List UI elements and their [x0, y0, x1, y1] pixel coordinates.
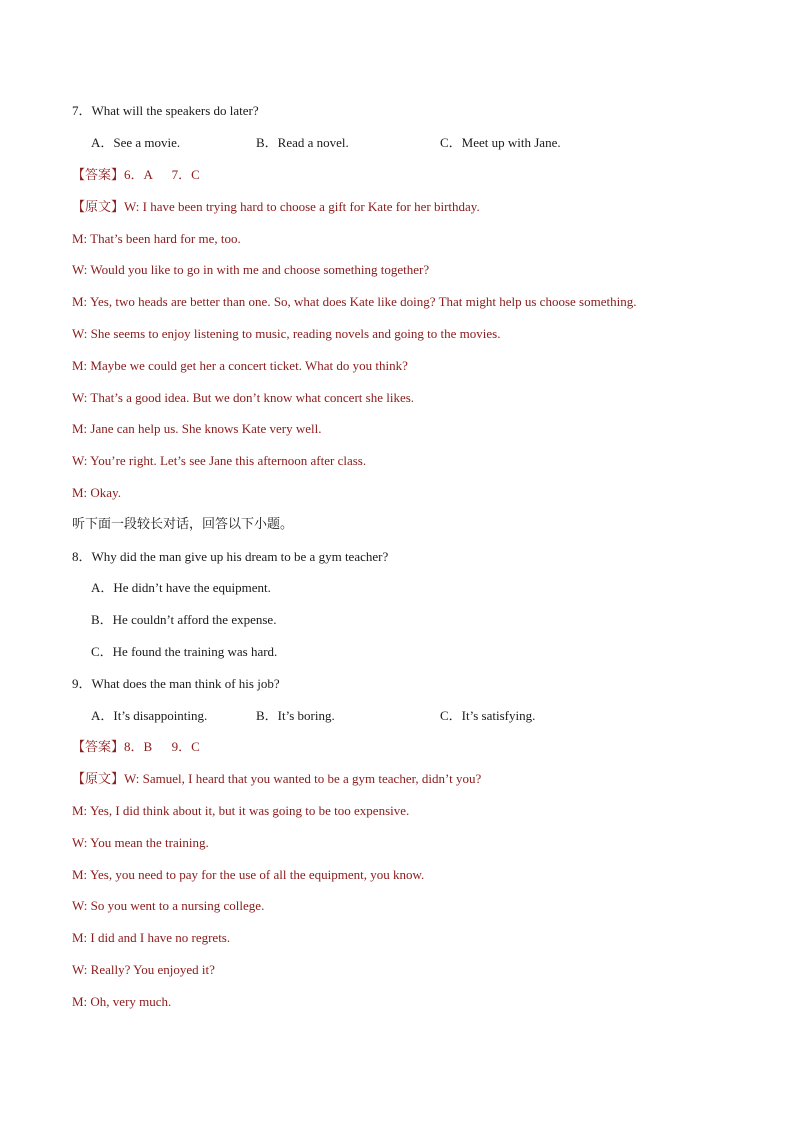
transcript-line: M: Okay. [72, 485, 121, 500]
q8-option-c: C．He found the training was hard. [91, 644, 278, 659]
transcript-line: M: Maybe we could get her a concert ticket. What do you think? [72, 358, 408, 373]
transcript-line: M: Yes, you need to pay for the use of all the equipment, you know. [72, 867, 425, 882]
answer-text: 6．A 7．C [124, 167, 200, 182]
transcript-line: W: She seems to enjoy listening to music, reading novels and going to the movies. [72, 326, 501, 341]
q9-option-a: A．It’s disappointing. [91, 708, 208, 723]
transcript-text: W: I have been trying hard to choose a gift for Kate for her birthday. [124, 199, 480, 214]
q7-option-b: B．Read a novel. [256, 135, 349, 150]
transcript-line [72, 771, 481, 788]
q8-option-a: A．He didn’t have the equipment. [91, 580, 271, 595]
q7-option-a: A．See a movie. [91, 135, 181, 150]
transcript-line: M: Oh, very much. [72, 994, 172, 1009]
answer-8-9 [72, 739, 200, 756]
question-9: 9．What does the man think of his job? [72, 676, 280, 691]
question-7: 7．What will the speakers do later? [72, 103, 259, 118]
q9-option-c: C．It’s satisfying. [440, 708, 536, 723]
transcript-line: M: Yes, two heads are better than one. So, what does Kate like doing? That might help us choose something. [72, 294, 637, 309]
q8-option-b: B．He couldn’t afford the expense. [91, 612, 277, 627]
transcript-line: M: Yes, I did think about it, but it was going to be too expensive. [72, 803, 410, 818]
transcript-label: 【原文】 [72, 200, 125, 215]
transcript-line: M: That’s been hard for me, too. [72, 231, 241, 246]
question-8: 8．Why did the man give up his dream to be a gym teacher? [72, 549, 389, 564]
listening-instruction: 听下面一段较长对话，回答以下小题。 [72, 517, 294, 532]
transcript-line: W: You’re right. Let’s see Jane this afternoon after class. [72, 453, 367, 468]
transcript-line: W: Would you like to go in with me and choose something together? [72, 262, 430, 277]
answer-text: 8．B 9．C [124, 739, 200, 754]
transcript-text: W: Samuel, I heard that you wanted to be a gym teacher, didn’t you? [124, 771, 482, 786]
answer-label: 【答案】 [72, 740, 125, 755]
transcript-line: W: You mean the training. [72, 835, 209, 850]
transcript-line: M: Jane can help us. She knows Kate very well. [72, 421, 322, 436]
q9-option-b: B．It’s boring. [256, 708, 335, 723]
transcript-line: W: Really? You enjoyed it? [72, 962, 215, 977]
transcript-line: W: So you went to a nursing college. [72, 898, 265, 913]
answer-6-7 [72, 167, 200, 184]
answer-label: 【答案】 [72, 168, 125, 183]
transcript-line [72, 199, 480, 216]
transcript-label: 【原文】 [72, 772, 125, 787]
q7-option-c: C．Meet up with Jane. [440, 135, 561, 150]
transcript-line: M: I did and I have no regrets. [72, 930, 231, 945]
transcript-line: W: That’s a good idea. But we don’t know what concert she likes. [72, 390, 415, 405]
